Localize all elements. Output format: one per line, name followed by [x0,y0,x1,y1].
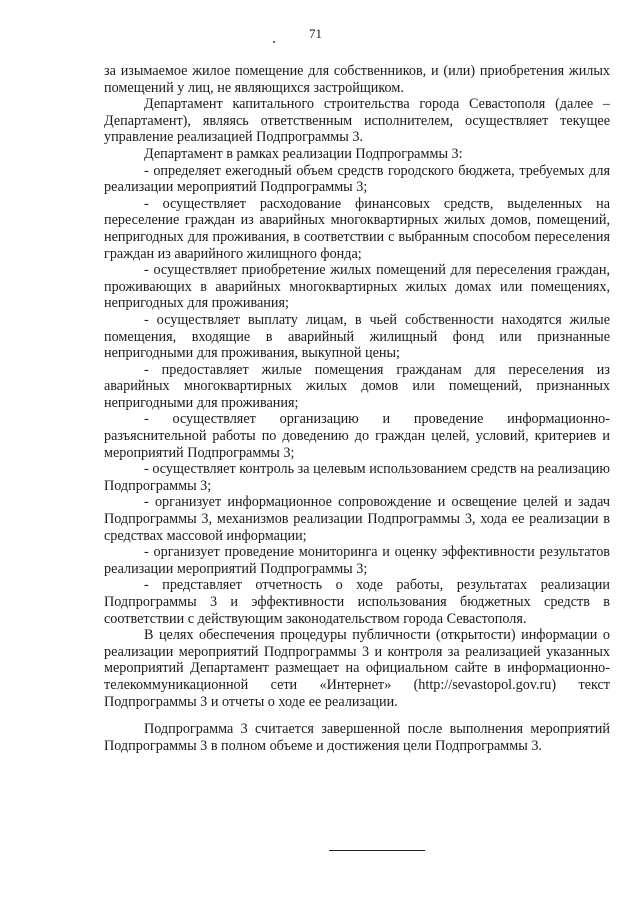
paragraph-department-intro: Департамент капитального строительства города Севастополя (далее – Департамент), являясь ответственным исполнителем, осуществляет текущее управление реализацией Подпрограммы 3. [104,96,610,146]
paragraph-continuation: за изымаемое жилое помещение для собственников, и (или) приобретения жилых помещений у лиц, не являющихся застройщиком. [104,63,610,96]
list-item-reporting: - представляет отчетность о ходе работы, результатах реализации Подпрограммы 3 и эффективности использования бюджетных средств в соответствии с действующим законодательством города Севастополя. [104,577,610,627]
end-divider [329,850,425,851]
page-number: 71 [309,26,322,41]
list-item-payment: - осуществляет выплату лицам, в чьей собственности находятся жилые помещения, входящие в аварийный жилищный фонд или признанные непригодными для проживания, выкупной цены; [104,311,610,362]
paragraph-completion: Подпрограмма 3 считается завершенной после выполнения мероприятий Подпрограммы 3 в полном объеме и достижения цели Подпрограммы 3. [104,721,610,754]
list-item-housing: - предоставляет жилые помещения гражданам для переселения из аварийных многоквартирных жилых домов или помещений, признанных непригодными для проживания; [104,361,610,411]
list-item-information-work: - осуществляет организацию и проведение информационно-разъяснительной работы по доведению до граждан целей, условий, критериев и мероприятий Подпрограммы 3; [104,411,610,461]
list-item-control: - осуществляет контроль за целевым использованием средств на реализацию Подпрограммы 3; [104,461,610,494]
paragraph-duties-heading: Департамент в рамках реализации Подпрограммы 3: [144,145,463,162]
scan-speck [273,41,275,43]
list-item-monitoring: - организует проведение мониторинга и оценку эффективности результатов реализации мероприятий Подпрограммы 3; [104,544,610,577]
list-item-acquisition: - осуществляет приобретение жилых помещений для переселения граждан, проживающих в аварийных многоквартирных жилых домах или помещениях, непригодных для проживания; [104,262,610,312]
list-item-spending: - осуществляет расходование финансовых средств, выделенных на переселение граждан из аварийных многоквартирных жилых домов, помещений, непригодных для проживания, в соответствии с выбранным способом переселения граждан из аварийного жилищного фонда; [104,195,610,262]
list-item-budget: - определяет ежегодный объем средств городского бюджета, требуемых для реализации мероприятий Подпрограммы 3; [104,162,610,196]
list-item-media: - организует информационное сопровождение и освещение целей и задач Подпрограммы 3, механизмов реализации Подпрограммы 3, хода ее реализации в средствах массовой информации; [104,494,610,544]
paragraph-publicity: В целях обеспечения процедуры публичности (открытости) информации о реализации мероприятий Подпрограммы 3 и контроля за реализацией указанных мероприятий Департамент размещает на официальном сайте в информационно-телекоммуникационной сети «Интернет» (http://sevastopol.gov.ru) текст Подпрограммы 3 и отчеты о ходе ее реализации. [104,627,610,710]
document-body [104,63,610,754]
